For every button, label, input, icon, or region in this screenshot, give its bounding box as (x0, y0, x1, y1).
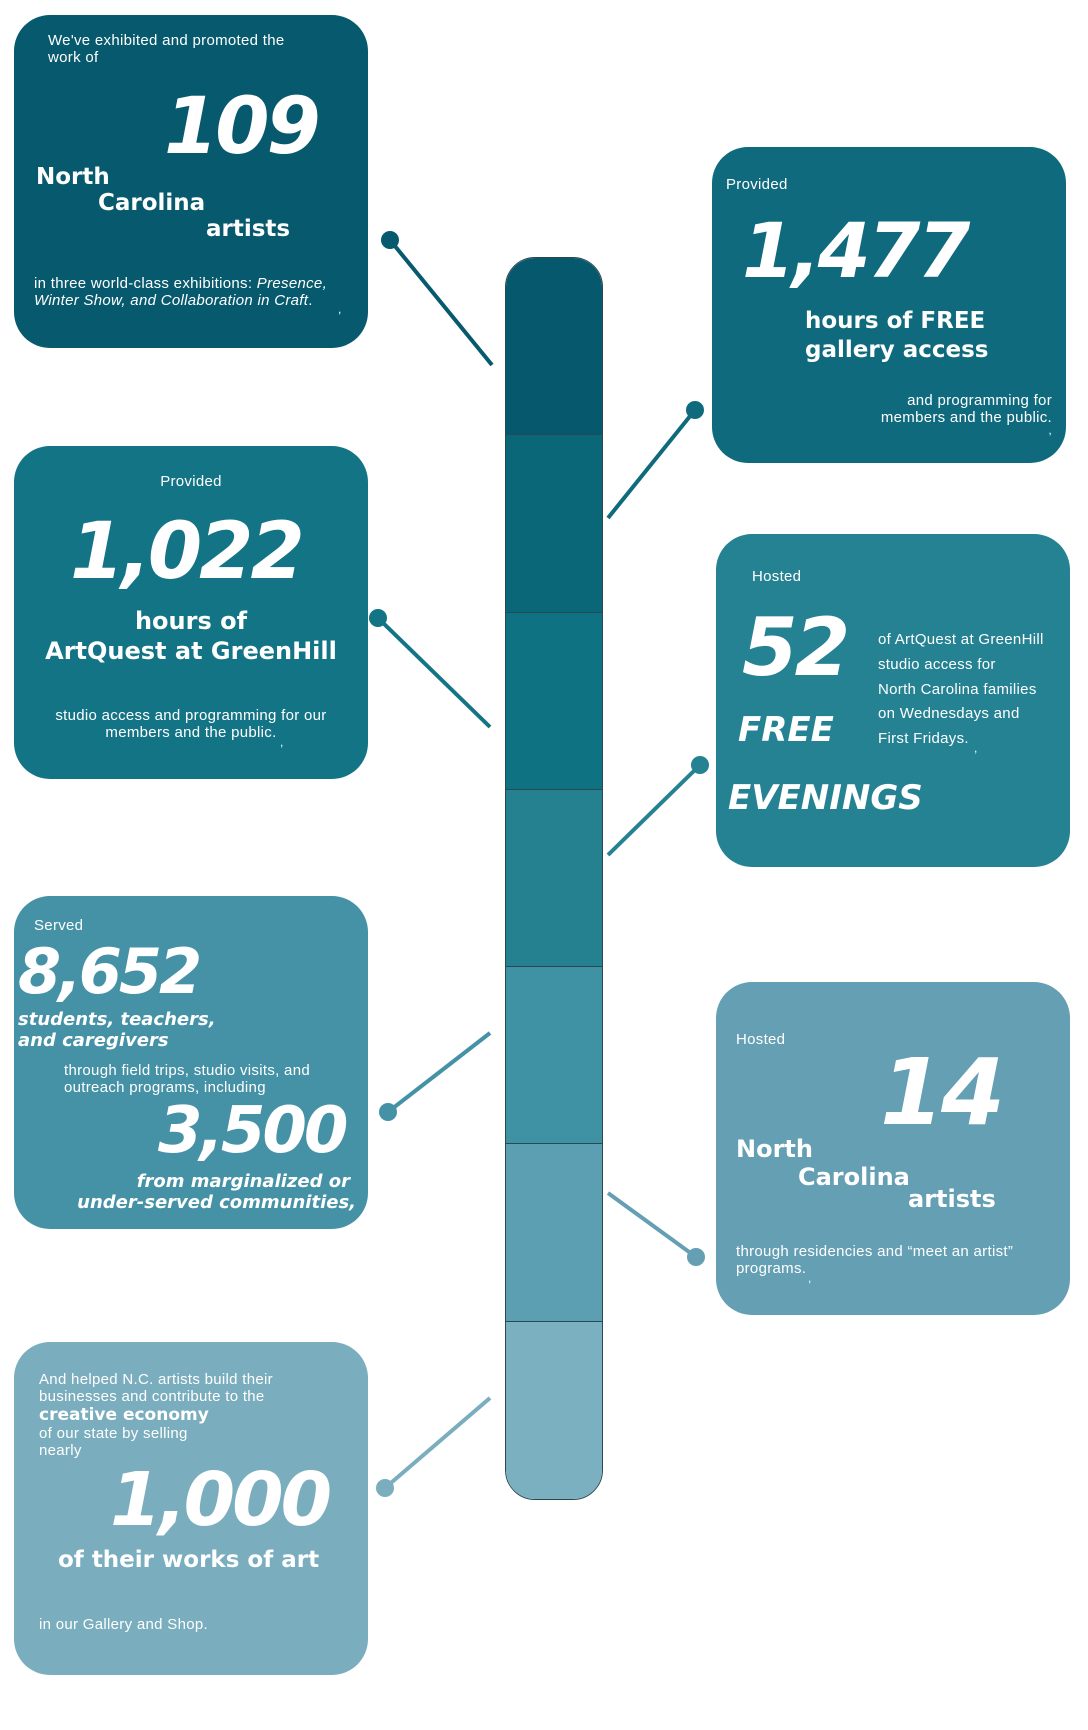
stat-label-1: hours of FREE (805, 308, 986, 334)
card-detail: through field trips, studio visits, and (64, 1062, 310, 1079)
card-detail-2: Winter Show, and Collaboration in Craft. (34, 292, 313, 309)
bar-segment (506, 967, 602, 1144)
bar-segment (506, 1322, 602, 1499)
card-bold-text: creative economy (39, 1405, 209, 1425)
card-intro-3: of our state by selling (39, 1425, 188, 1442)
card-intro: Served (34, 917, 84, 934)
card-intro-1: And helped N.C. artists build their (39, 1371, 273, 1388)
stat-label-1: hours of (134, 607, 248, 635)
stat-number: 1,022 (70, 507, 302, 597)
connector-artquest (378, 618, 490, 727)
card-intro: Provided (160, 473, 222, 490)
stat-label-3: artists (908, 1185, 996, 1213)
connector-economy (385, 1398, 490, 1488)
card-detail-4: on Wednesdays and (878, 705, 1020, 722)
connector-dot (381, 231, 399, 249)
bar-segment (506, 435, 602, 612)
card-detail-1: of ArtQuest at GreenHill (878, 631, 1044, 648)
card-mark: , (974, 741, 978, 755)
connector-dot (686, 401, 704, 419)
card-students (14, 896, 368, 1229)
card-intro: Hosted (752, 568, 802, 585)
card-detail: and programming for (907, 392, 1052, 409)
card-mark: , (1048, 423, 1052, 437)
card-mark: , (280, 735, 284, 749)
connector-dot (369, 609, 387, 627)
connector-students (388, 1033, 490, 1112)
card-detail-2: members and the public. (880, 409, 1052, 426)
stat-number: 1,477 (742, 206, 968, 295)
connector-artists (390, 240, 492, 365)
card-intro-4: nearly (39, 1442, 82, 1459)
card-detail-5: First Fridays. (878, 730, 969, 747)
card-intro: Provided (726, 176, 788, 193)
stat-number-2: 3,500 (158, 1094, 346, 1168)
bar-segment (506, 613, 602, 790)
card-mark: , (808, 1271, 812, 1285)
stat-label-free: FREE (738, 710, 834, 750)
card-detail: in our Gallery and Shop. (39, 1616, 208, 1633)
card-intro: We've exhibited and promoted the (48, 32, 285, 49)
card-evenings (716, 534, 1070, 867)
stat-label-1: North (736, 1135, 813, 1163)
card-gallery (712, 147, 1066, 463)
connector-dot (687, 1248, 705, 1266)
stat-label-evenings: EVENINGS (728, 778, 923, 818)
card-economy (14, 1342, 368, 1675)
card-intro-2: businesses and contribute to the (39, 1388, 265, 1405)
stat-label: of their works of art (58, 1547, 320, 1573)
connector-dot (376, 1479, 394, 1497)
card-intro-2: work of (48, 49, 99, 66)
timeline-bar (505, 257, 603, 1500)
card-detail: in three world-class exhibitions: Presence, (34, 275, 328, 292)
card-detail: through residencies and “meet an artist” (736, 1243, 1014, 1260)
bar-segment (506, 258, 602, 435)
stat-label-1: students, teachers, (18, 1009, 216, 1030)
stat-label-2: Carolina (98, 190, 206, 216)
stat-label-3: artists (206, 216, 291, 242)
stat-number: 8,652 (18, 935, 200, 1008)
connector-dot (379, 1103, 397, 1121)
stat-label-2: ArtQuest at GreenHill (45, 637, 337, 665)
card-artquest (14, 446, 368, 779)
stat-number: 1,000 (110, 1457, 330, 1543)
stat-label-4: under-served communities, (77, 1192, 356, 1213)
stat-number: 14 (880, 1039, 1003, 1146)
stat-number: 52 (742, 601, 848, 694)
card-residencies (716, 982, 1070, 1315)
stat-label-2: gallery access (805, 337, 989, 363)
bar-segment (506, 790, 602, 967)
stat-label-3: from marginalized or (136, 1171, 350, 1192)
connector-gallery (608, 410, 695, 518)
card-detail-2: programs. (736, 1260, 807, 1277)
stat-label-1: North (36, 164, 110, 190)
stat-label-2: Carolina (798, 1163, 910, 1191)
card-detail-3: North Carolina families (878, 681, 1037, 698)
connector-dot (691, 756, 709, 774)
connector-evenings (608, 765, 700, 855)
card-detail-2: members and the public. (105, 724, 277, 741)
card-intro: Hosted (736, 1031, 786, 1048)
stat-number: 109 (164, 82, 318, 172)
card-detail-2: studio access for (878, 656, 996, 673)
card-mark: , (338, 302, 342, 316)
connector-residencies (608, 1193, 696, 1257)
bar-segment (506, 1144, 602, 1321)
card-artists (14, 15, 368, 348)
stat-label-2: and caregivers (18, 1030, 169, 1051)
card-detail: studio access and programming for our (55, 707, 327, 724)
card-detail-2: outreach programs, including (64, 1079, 266, 1096)
